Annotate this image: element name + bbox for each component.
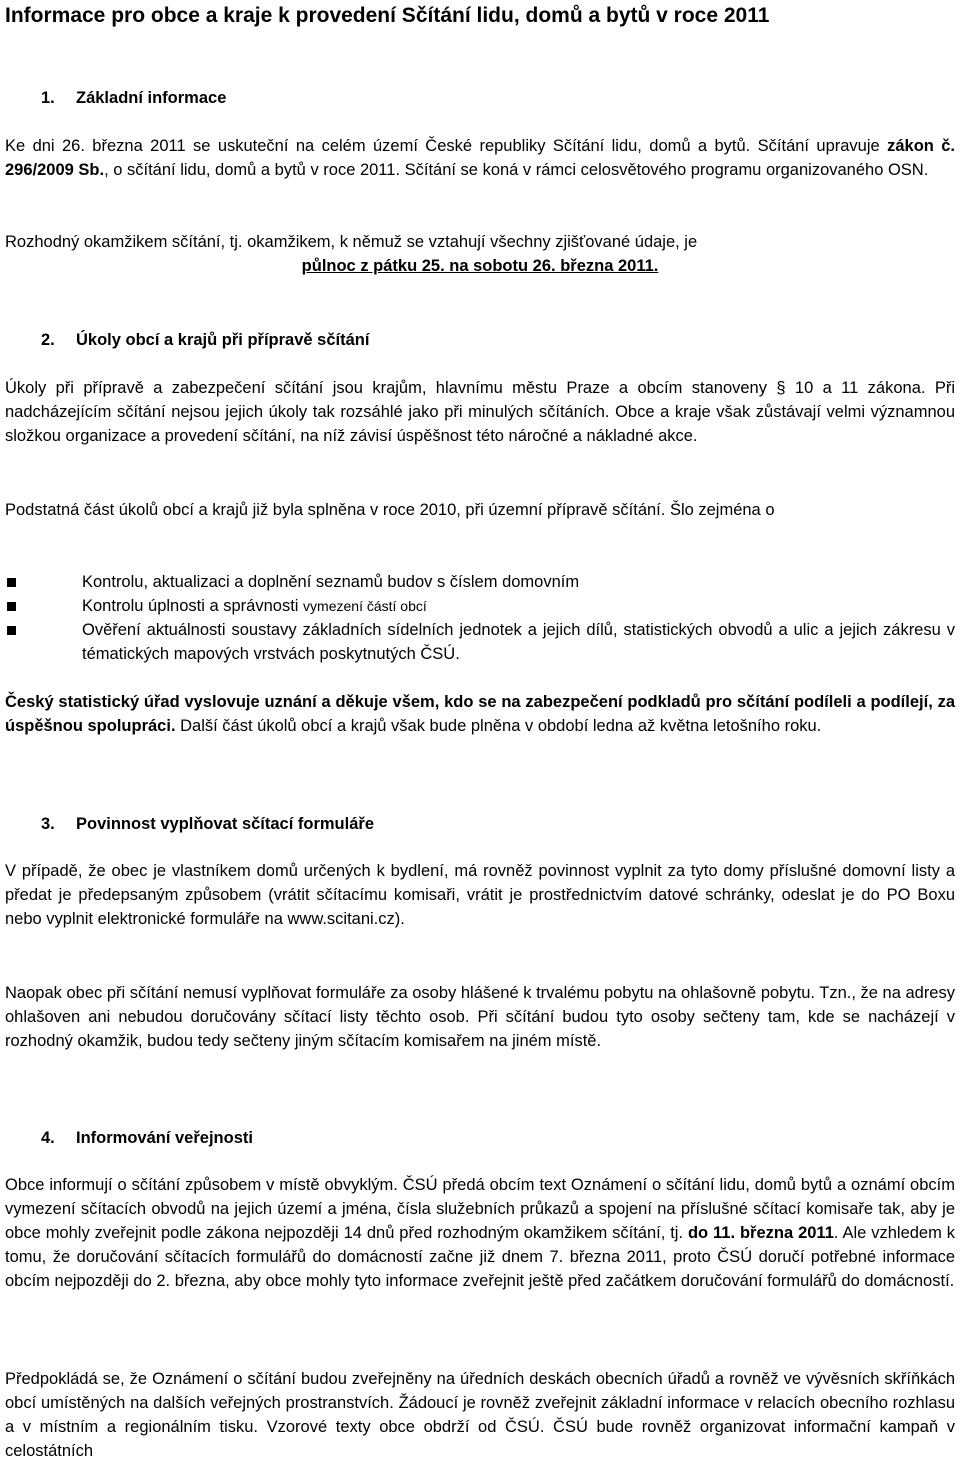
document-title: Informace pro obce a kraje k provedení Sčítání lidu, domů a bytů v roce 2011 xyxy=(5,4,770,27)
list-item: Kontrolu úplnosti a správnosti vymezení částí obcí xyxy=(5,594,955,618)
section-2-paragraph-2: Podstatná část úkolů obcí a krajů již byla splněna v roce 2010, při územní přípravě sčítání. Šlo zejména o xyxy=(5,501,775,519)
bullet-square-icon xyxy=(7,578,16,587)
section-2-paragraph-1: Úkoly při přípravě a zabezpečení sčítání jsou krajům, hlavnímu městu Praze a obcím stanoveny § 10 a 11 zákona. Při nadcházejícím sčítání nejsou jejich úkoly tak rozsáhlé jako při minulých sčítáních. Obce a kraje však zůstávají velmi významnou složkou organizace a provedení sčítání, na níž závisí úspěšnost této náročné a nákladné akce. xyxy=(5,379,955,445)
census-moment: půlnoc z pátku 25. na sobotu 26. března 2011. xyxy=(301,257,659,275)
bullet-square-icon xyxy=(7,626,16,635)
section-1-heading xyxy=(41,86,226,110)
section-3-paragraph-1: V případě, že obec je vlastníkem domů určených k bydlení, má rovněž povinnost vyplnit za tyto domy příslušné domovní listy a předat je předepsaným způsobem (vrátit sčítacímu komisaři, vrátit je prostřednictvím datové schránky, odeslat je do PO Boxu nebo vyplnit elektronické formuláře na www.scitani.cz). xyxy=(5,862,955,928)
deadline-date: do 11. března 2011 xyxy=(687,1224,834,1242)
section-3-number: 3. xyxy=(41,815,55,833)
section-3-title: Povinnost vyplňovat sčítací formuláře xyxy=(76,815,374,833)
section-1-paragraph-2 xyxy=(5,230,955,278)
section-2-title: Úkoly obcí a krajů při přípravě sčítání xyxy=(76,331,370,349)
section-4-heading xyxy=(41,1126,253,1150)
section-3-heading xyxy=(41,812,374,836)
task-list xyxy=(5,570,955,666)
section-4-paragraph-2: Předpokládá se, že Oznámení o sčítání budou zveřejněny na úředních deskách obecních úřadů a rovněž ve vývěsních skříňkách obcí umístěných na dalších veřejných prostranstvích. Žádoucí je rovněž zveřejnit základní informace v relacích obecního rozhlasu a v místním a regionálním tisku. Vzorové texty obce obdrží od ČSÚ. ČSÚ bude rovněž organizovat informační kampaň v celostátních xyxy=(5,1370,955,1460)
acknowledgement: Český statistický úřad vyslovuje uznání a děkuje všem, kdo se na zabezpečení podkladů pro sčítání podíleli a podílejí, za úspěšnou spolupráci. xyxy=(5,693,955,735)
s1-p1-text-b: , o sčítání lidu, domů a bytů v roce 2011. Sčítání se koná v rámci celosvětového programu organizovaného OSN. xyxy=(104,161,929,179)
section-4-number: 4. xyxy=(41,1129,55,1147)
list-item: Ověření aktuálnosti soustavy základních sídelních jednotek a jejich dílů, statistických obvodů a ulic a jejich zákresu v tématických mapových vrstvách poskytnutých ČSÚ. xyxy=(5,618,955,666)
list-item: Kontrolu, aktualizaci a doplnění seznamů budov s číslem domovním xyxy=(5,570,955,594)
section-4-title: Informování veřejnosti xyxy=(76,1129,253,1147)
section-2-paragraph-3: Český statistický úřad vyslovuje uznání a děkuje všem, kdo se na zabezpečení podkladů pro sčítání podíleli a podílejí, za úspěšnou spolupráci. Další část úkolů obcí a krajů však bude plněna v období ledna až května letošního roku. xyxy=(5,693,955,735)
section-4-paragraph-1: Obce informují o sčítání způsobem v místě obvyklým. ČSÚ předá obcím text Oznámení o sčítání lidu, domů bytů a oznámí obcím vymezení sčítacích obvodů na jejich území a jména, čísla služebních průkazů a spojení na příslušné sčítací komisaře tak, aby je obce mohly zveřejnit podle zákona nejpozději 14 dnů před rozhodným okamžikem sčítání, tj. do 11. března 2011. Ale vzhledem k tomu, že doručování sčítacích formulářů do domácností začne již dnem 7. března 2011, proto ČSÚ doručí potřebné informace obcím nejpozději do 2. března, aby obce mohly tyto informace zveřejnit ještě před začátkem doručování formulářů do domácností. xyxy=(5,1176,955,1290)
section-2-number: 2. xyxy=(41,331,55,349)
section-1-paragraph-1 xyxy=(5,134,955,182)
section-2-heading xyxy=(41,328,369,352)
law-reference: zákon č. 296/2009 Sb. xyxy=(5,137,956,179)
s1-p2-text: Rozhodný okamžikem sčítání, tj. okamžikem, k němuž se vztahují všechny zjišťované údaje, je xyxy=(5,233,698,251)
section-1-title: Základní informace xyxy=(76,89,227,107)
s1-p1-text-a: Ke dni 26. března 2011 se uskuteční na celém území České republiky Sčítání lidu, domů a bytů. Sčítání upravuje xyxy=(5,137,888,155)
section-1-number: 1. xyxy=(41,89,55,107)
section-3-paragraph-2: Naopak obec při sčítání nemusí vyplňovat formuláře za osoby hlášené k trvalému pobytu na ohlašovně pobytu. Tzn., že na adresy ohlašoven ani nebudou doručovány sčítací listy těchto osob. Při sčítání budou tyto osoby sečteny tam, kde se nacházejí v rozhodný okamžik, budou tedy sečteny jiným sčítacím komisařem na jiném místě. xyxy=(5,984,955,1050)
bullet-square-icon xyxy=(7,602,16,611)
